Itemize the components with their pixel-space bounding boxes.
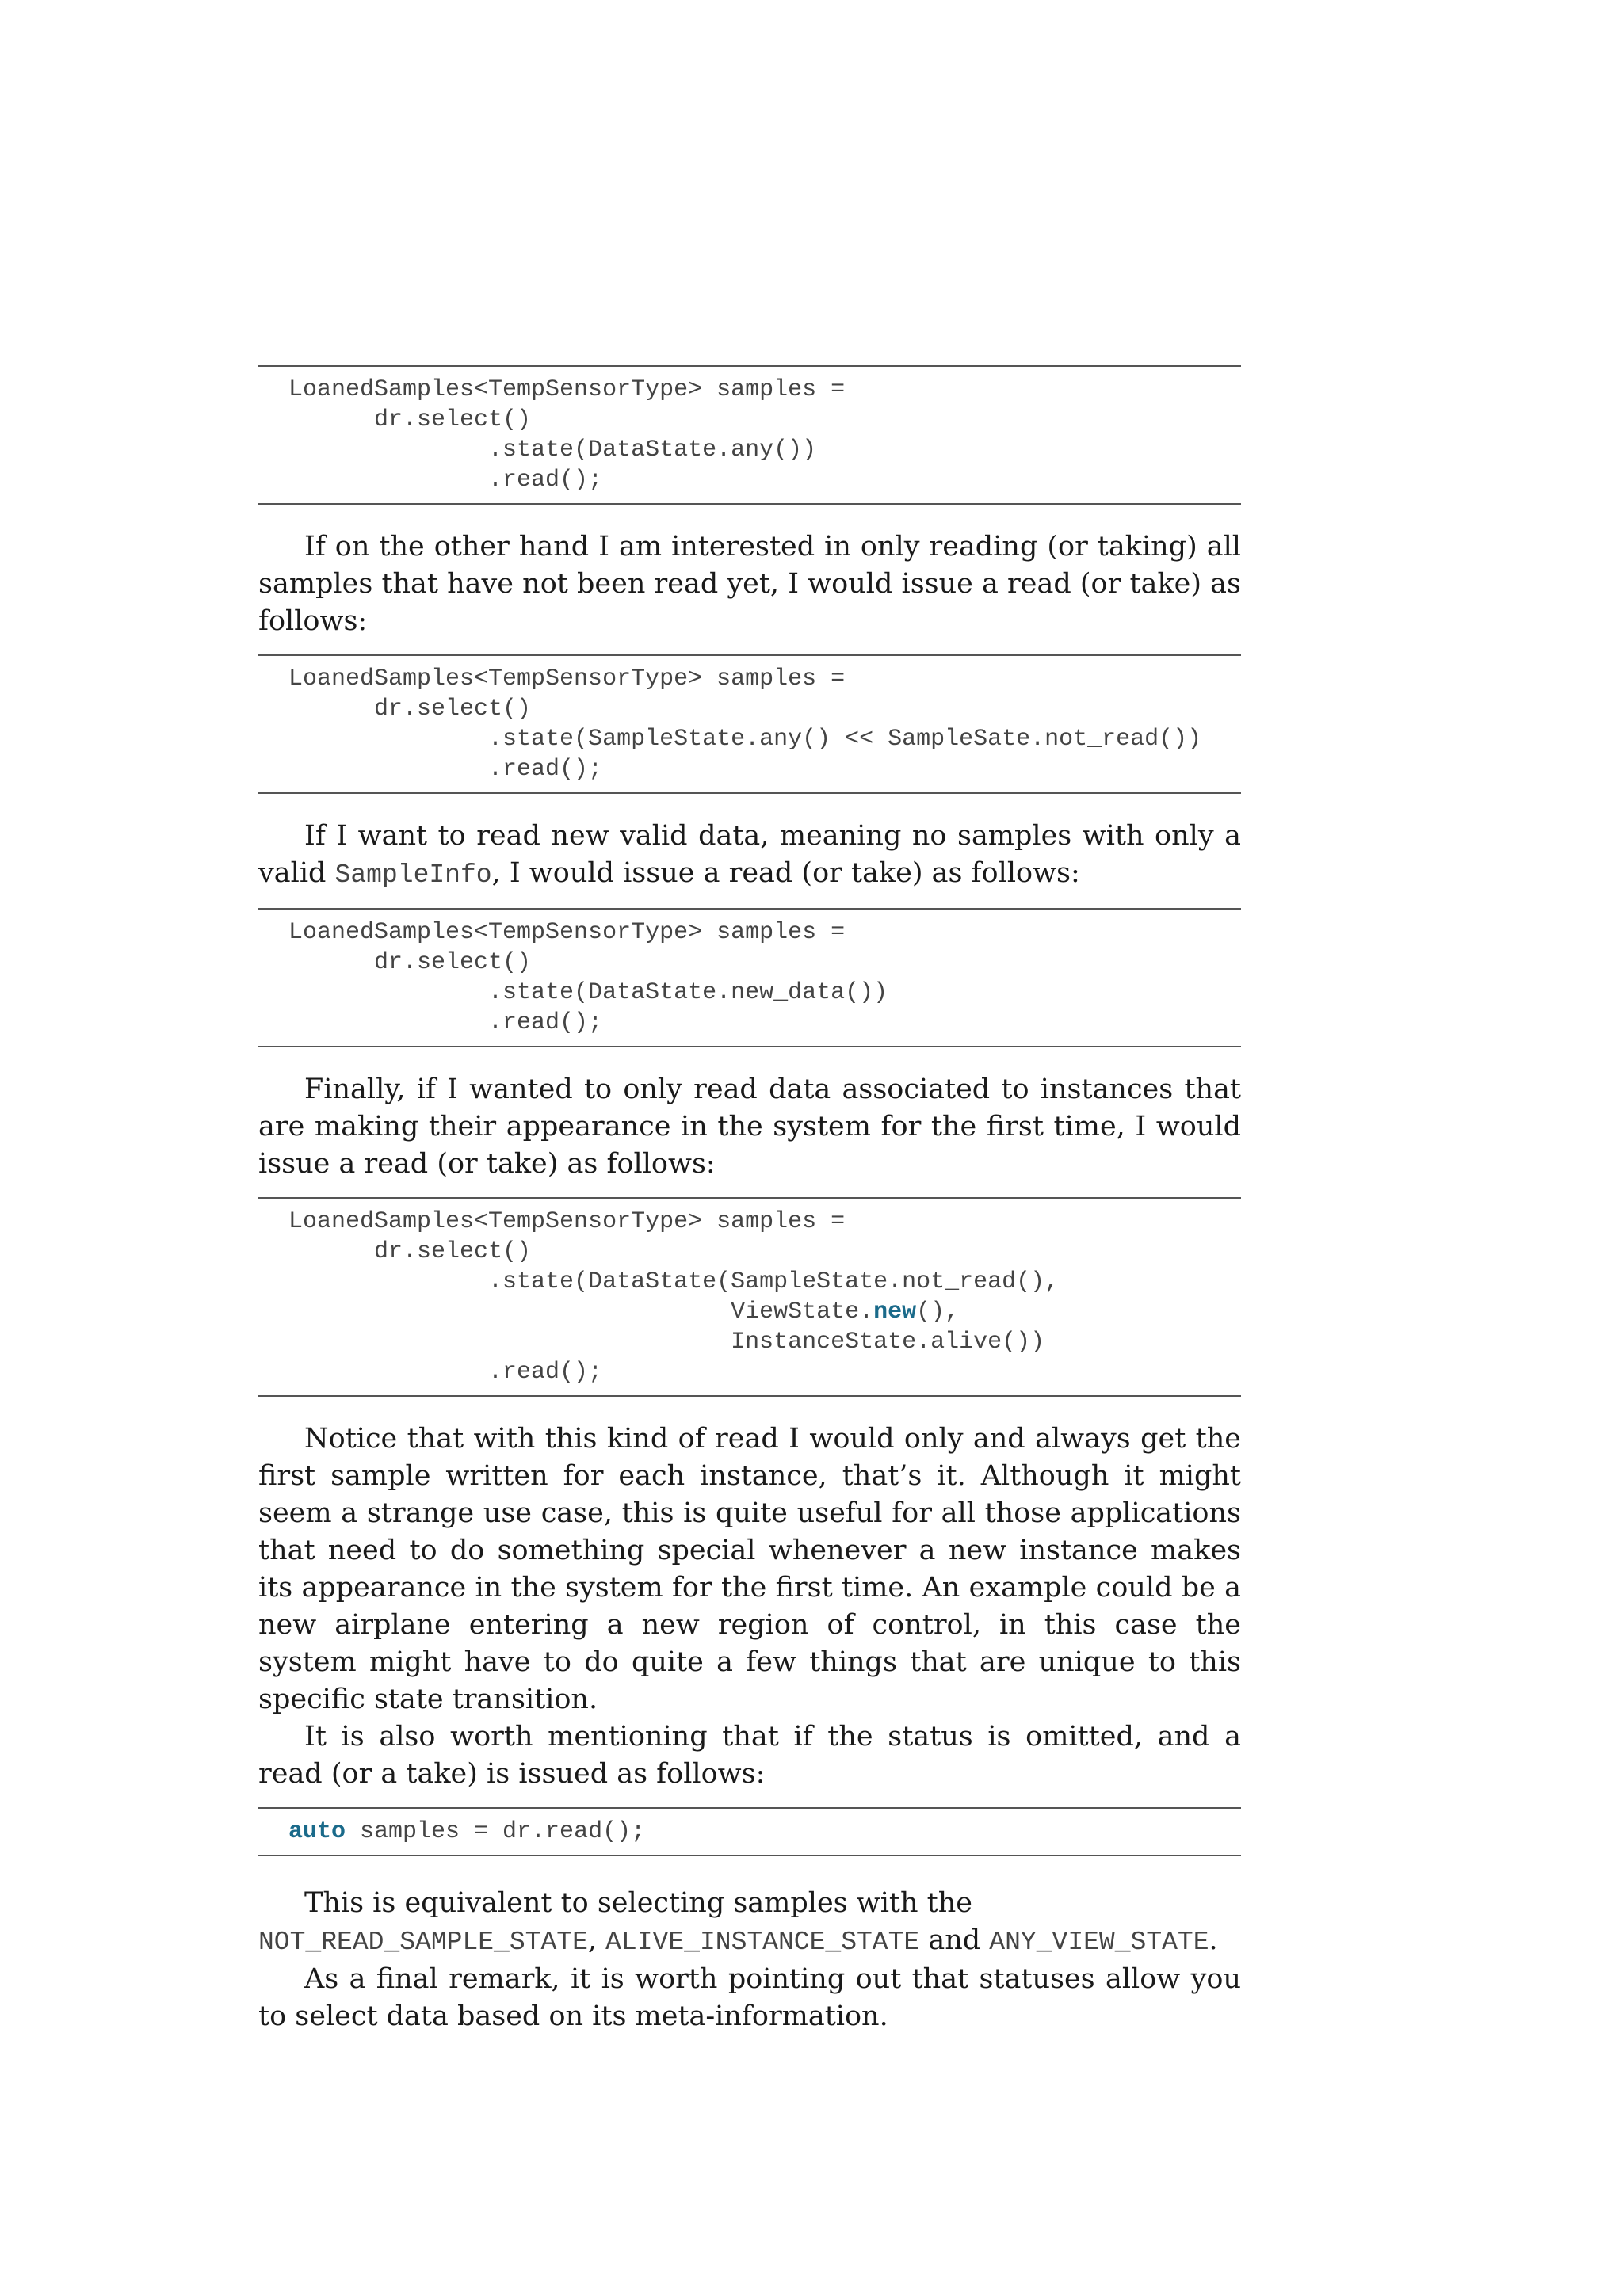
code-line: dr.select() bbox=[288, 949, 532, 976]
document-page bbox=[258, 365, 1241, 2035]
inline-code-not-read-sample-state: NOT_READ_SAMPLE_STATE bbox=[258, 1928, 588, 1957]
inline-code-sampleinfo: SampleInfo bbox=[334, 860, 492, 890]
paragraph-6-end: . bbox=[1209, 1924, 1218, 1956]
code-line: .read(); bbox=[288, 1359, 603, 1386]
paragraph-6-text: This is equivalent to selecting samples with the bbox=[304, 1887, 972, 1919]
code-block-4 bbox=[258, 1197, 1241, 1397]
code-line: .read(); bbox=[288, 467, 603, 494]
paragraph-2-text-end: , I would issue a read (or take) as follows: bbox=[491, 857, 1080, 889]
code-line bbox=[288, 1817, 1241, 1847]
paragraph-7: As a final remark, it is worth pointing out that statuses allow you to select data based on its meta-information. bbox=[258, 1963, 1241, 2032]
inline-code-any-view-state: ANY_VIEW_STATE bbox=[989, 1928, 1209, 1957]
code-line: LoanedSamples<TempSensorType> samples = bbox=[288, 919, 846, 946]
code-text: samples = dr.read(); bbox=[346, 1818, 646, 1845]
code-line: .read(); bbox=[288, 1009, 603, 1036]
paragraph-2-text: If I want to read new valid data, meaning no samples with only a valid bbox=[258, 820, 1241, 889]
paragraph-6 bbox=[258, 1885, 1241, 1961]
code-line: .state(DataState.new_data()) bbox=[288, 979, 888, 1006]
code-line: .state(SampleState.any() << SampleSate.not_read()) bbox=[288, 726, 1202, 753]
code-line bbox=[288, 1297, 1241, 1327]
code-line: .state(DataState.any()) bbox=[288, 437, 817, 463]
code-block-2 bbox=[258, 654, 1241, 794]
paragraph-4: Notice that with this kind of read I would only and always get the first sample written for each instance, that’s it. Although it might seem a strange use case, this is quite useful for all those applications that need to do something special whenever a new instance makes its appearance in the system for the first time. An example could be a new airplane entering a new region of control, in this case the system might have to do quite a few things that are unique to this specific state transition. bbox=[258, 1423, 1241, 1715]
code-block-1 bbox=[258, 365, 1241, 505]
keyword-auto: auto bbox=[288, 1818, 346, 1845]
code-block-3 bbox=[258, 908, 1241, 1047]
code-line: .read(); bbox=[288, 756, 603, 783]
paragraph-5: It is also worth mentioning that if the status is omitted, and a read (or a take) is issued as follows: bbox=[258, 1721, 1241, 1790]
code-block-5 bbox=[258, 1807, 1241, 1856]
paragraph-6-sep: , bbox=[587, 1924, 606, 1956]
paragraph-1: If on the other hand I am interested in only reading (or taking) all samples that have not been read yet, I would issue a read (or take) as follows: bbox=[258, 531, 1241, 637]
code-text: (), bbox=[916, 1299, 960, 1325]
code-text: ViewState. bbox=[288, 1299, 874, 1325]
code-line: .state(DataState(SampleState.not_read(), bbox=[288, 1268, 1060, 1295]
keyword-new: new bbox=[873, 1299, 917, 1325]
paragraph-6-and: and bbox=[919, 1924, 990, 1956]
code-line: dr.select() bbox=[288, 1238, 532, 1265]
paragraph-3: Finally, if I wanted to only read data associated to instances that are making their appearance in the system for the first time, I would issue a read (or take) as follows: bbox=[258, 1074, 1241, 1180]
inline-code-alive-instance-state: ALIVE_INSTANCE_STATE bbox=[605, 1928, 920, 1957]
code-line: dr.select() bbox=[288, 696, 532, 723]
code-line: LoanedSamples<TempSensorType> samples = bbox=[288, 1208, 846, 1235]
code-line: dr.select() bbox=[288, 406, 532, 433]
paragraph-2 bbox=[258, 818, 1241, 894]
code-line: LoanedSamples<TempSensorType> samples = bbox=[288, 666, 846, 692]
code-line: LoanedSamples<TempSensorType> samples = bbox=[288, 376, 846, 403]
code-line: InstanceState.alive()) bbox=[288, 1329, 1045, 1356]
